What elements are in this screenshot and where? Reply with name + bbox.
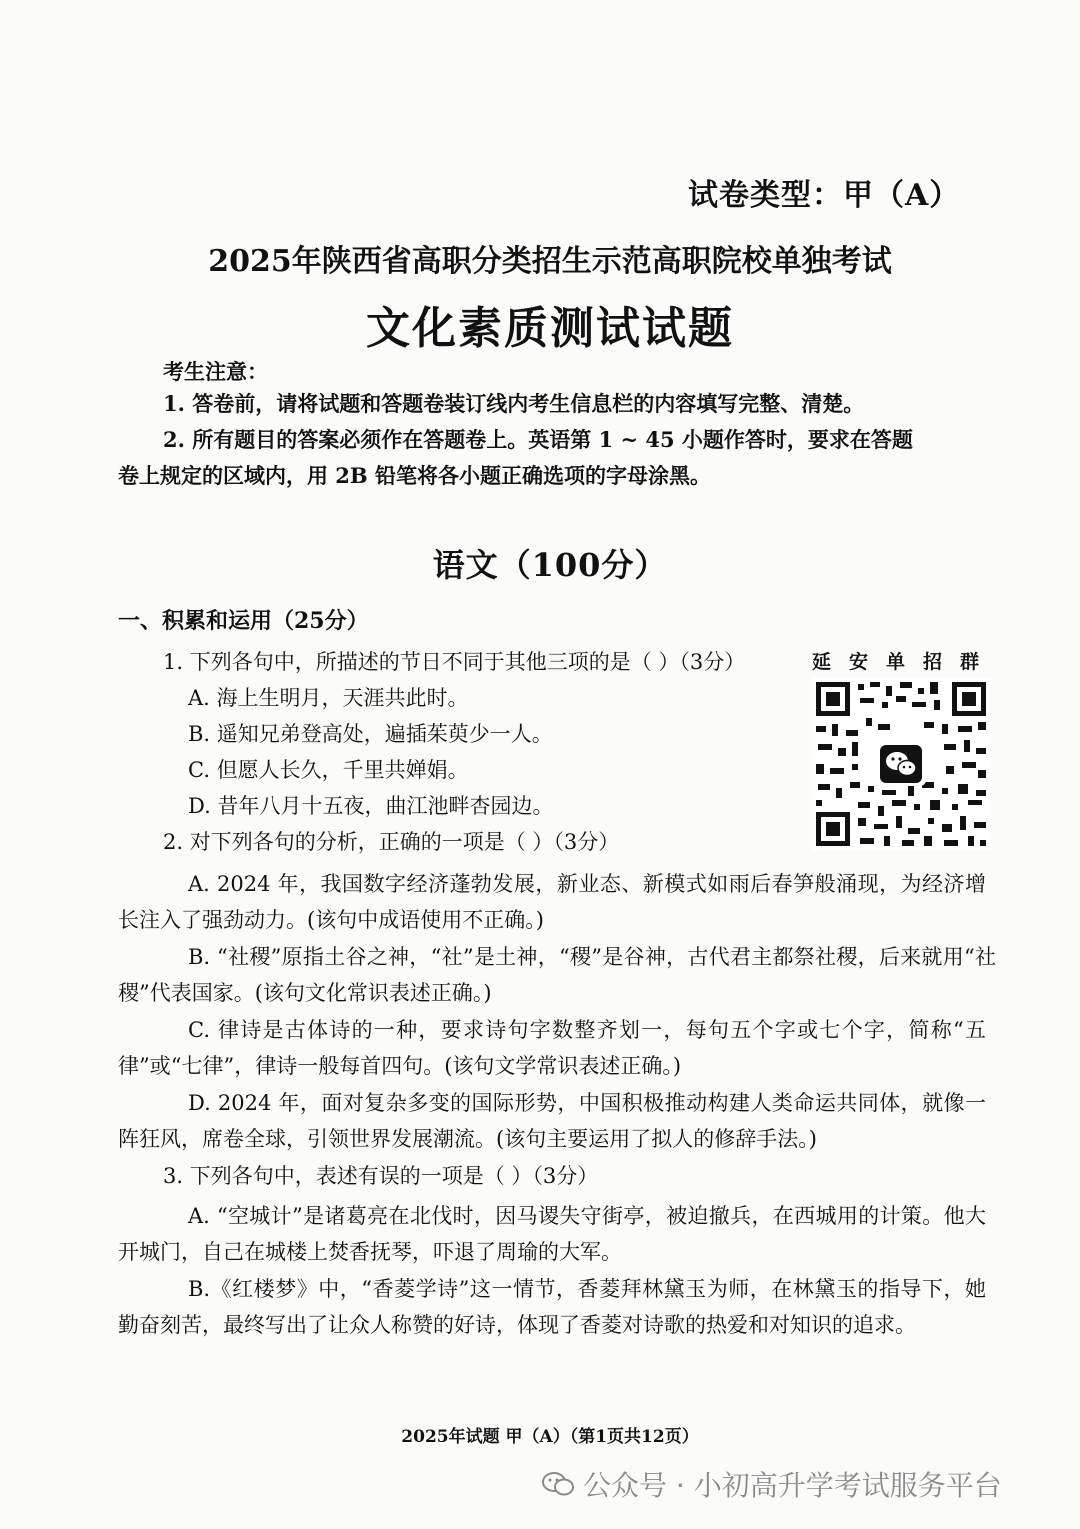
- watermark: [541, 1464, 1002, 1504]
- question-1-option-d: D. 昔年八月十五夜，曲江池畔杏园边。: [188, 794, 554, 818]
- notice-item-1: 1. 答卷前，请将试题和答题卷装订线内考生信息栏的内容填写完整、清楚。: [163, 391, 865, 416]
- question-2-stem: 2. 对下列各句的分析，正确的一项是（ ）（3分）: [163, 830, 620, 854]
- part-heading: 一、积累和运用（25分）: [118, 608, 369, 634]
- qr-code[interactable]: [812, 678, 990, 850]
- qr-code-image: [812, 678, 990, 850]
- question-2-option-d: D. 2024 年，面对复杂多变的国际形势，中国积极推动构建人类命运共同体，就像一阵狂风，席卷全球，引领世界发展潮流。(该句主要运用了拟人的修辞手法。): [118, 1091, 986, 1151]
- exam-title: 文化素质测试试题: [366, 303, 734, 354]
- question-2-option-a: A. 2024 年，我国数字经济蓬勃发展，新业态、新模式如雨后春笋般涌现，为经济增长注入了强劲动力。(该句中成语使用不正确。): [118, 872, 986, 932]
- section-title: 语文（100分）: [432, 546, 668, 584]
- question-2-option-b: B. “社稷”原指土谷之神，“社”是土神，“稷”是谷神，古代君主都祭社稷，后来就用“社稷”代表国家。(该句文化常识表述正确。): [118, 945, 996, 1005]
- notice-heading: 考生注意：: [163, 359, 268, 384]
- question-1-option-c: C. 但愿人长久，千里共婵娟。: [188, 758, 469, 782]
- question-1-option-a: A. 海上生明月，天涯共此时。: [188, 686, 469, 710]
- question-1-stem: 1. 下列各句中，所描述的节日不同于其他三项的是（ ）（3分）: [163, 650, 746, 674]
- question-1-option-b: B. 遥知兄弟登高处，遍插茱萸少一人。: [188, 722, 553, 746]
- question-3-stem: 3. 下列各句中，表述有误的一项是（ ）（3分）: [163, 1164, 599, 1188]
- question-2-option-c: C. 律诗是古体诗的一种，要求诗句字数整齐划一，每句五个字或七个字，简称“五律”或“七律”，律诗一般每首四句。(该句文学常识表述正确。): [118, 1018, 986, 1078]
- notice-item-2-line-1: 2. 所有题目的答案必须作在答题卷上。英语第 1 ~ 45 小题作答时，要求在答题: [163, 427, 913, 452]
- question-3-option-a: A. “空城计”是诸葛亮在北伐时，因马谡失守街亭，被迫撤兵，在西城用的计策。他大开城门，自己在城楼上焚香抚琴，吓退了周瑜的大军。: [118, 1204, 986, 1264]
- paper-type: 试卷类型：甲（A）: [688, 178, 961, 213]
- qr-label: 延安单招群: [812, 651, 998, 673]
- question-3-option-b: B.《红楼梦》中，“香菱学诗”这一情节，香菱拜林黛玉为师，在林黛玉的指导下，她勤奋刻苦，最终写出了让众人称赞的好诗，体现了香菱对诗歌的热爱和对知识的追求。: [118, 1277, 986, 1337]
- watermark-text: 公众号 · 小初高升学考试服务平台: [583, 1469, 1002, 1502]
- wechat-official-account-icon: [541, 1471, 575, 1497]
- exam-subtitle: 2025年陕西省高职分类招生示范高职院校单独考试: [208, 244, 892, 279]
- notice-item-2-line-2: 卷上规定的区域内，用 2B 铅笔将各小题正确选项的字母涂黑。: [118, 463, 711, 488]
- page-footer: 2025年试题 甲（A）（第1页共12页）: [401, 1427, 699, 1447]
